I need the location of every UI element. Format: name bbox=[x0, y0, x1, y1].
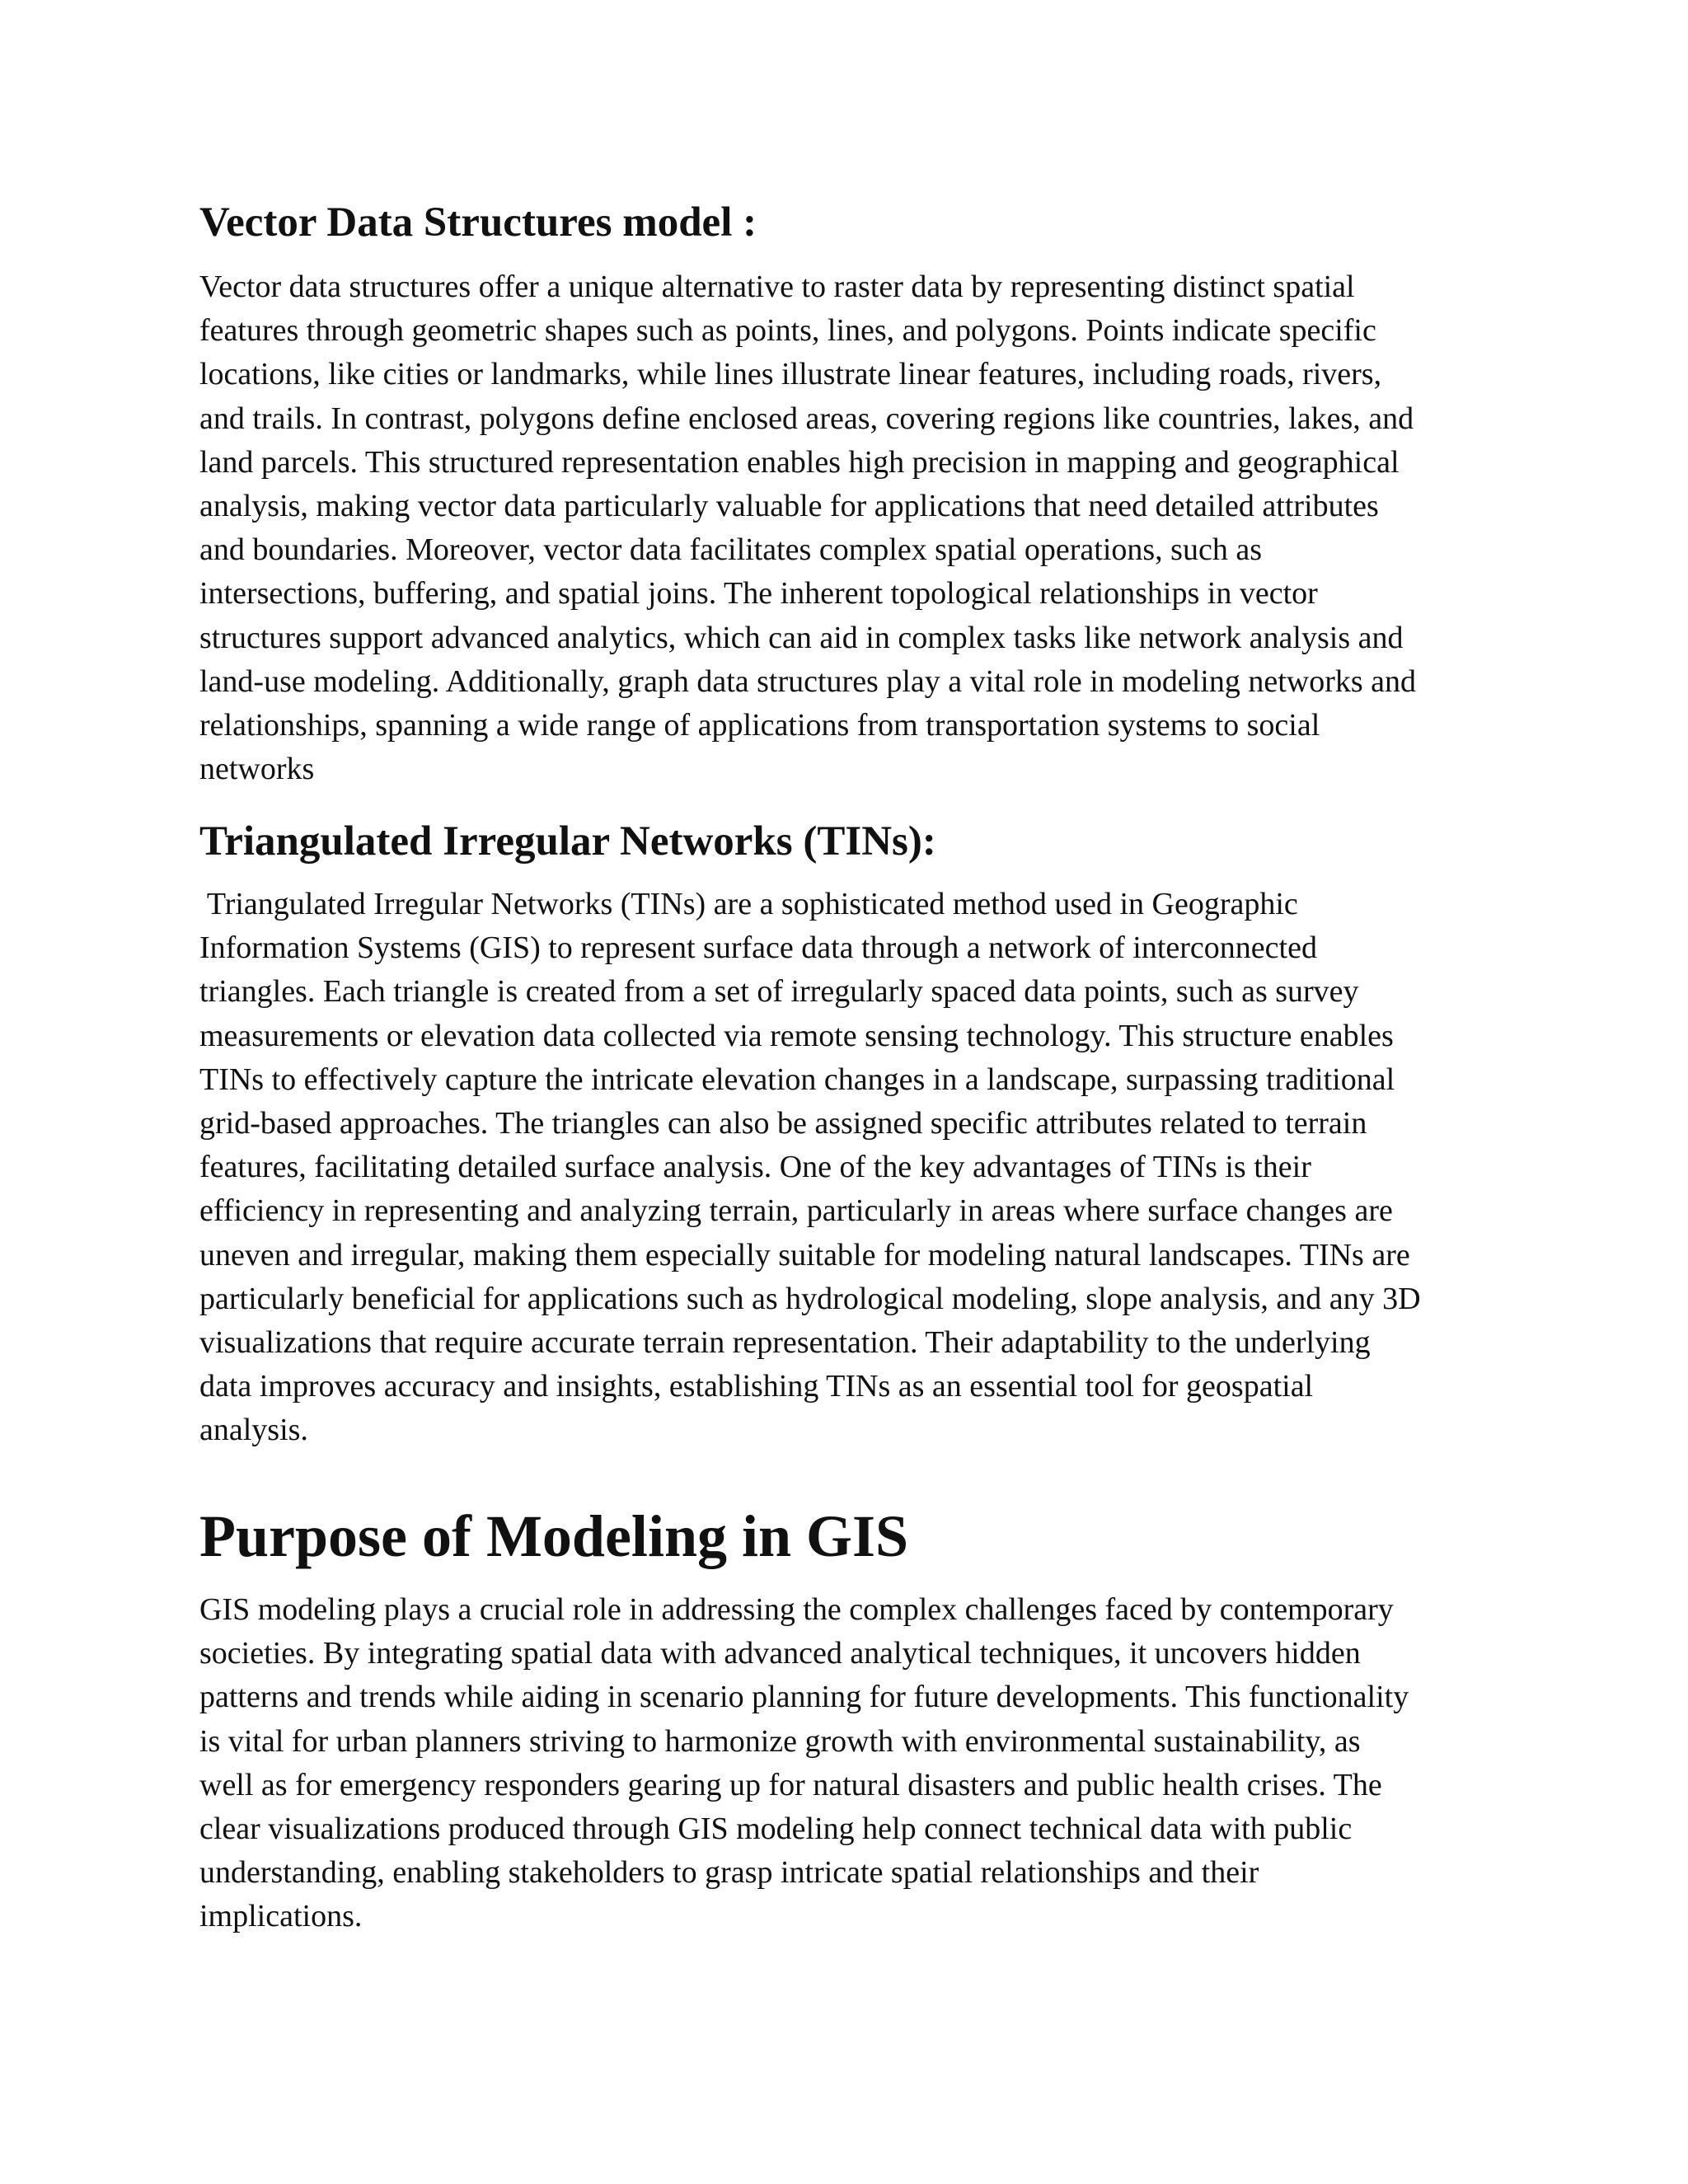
text-line: Vector data structures offer a unique alternative to raster data by representing distinct spatial bbox=[199, 269, 1355, 304]
paragraph-tins bbox=[199, 883, 1421, 1453]
text-line: data improves accuracy and insights, establishing TINs as an essential tool for geospatial bbox=[199, 1369, 1314, 1404]
text-line: and trails. In contrast, polygons define enclosed areas, covering regions like countries, lakes, and bbox=[199, 401, 1414, 436]
text-line: societies. By integrating spatial data with advanced analytical techniques, it uncovers hidden bbox=[199, 1636, 1361, 1671]
text-line: land parcels. This structured representation enables high precision in mapping and geographical bbox=[199, 444, 1400, 480]
text-line: efficiency in representing and analyzing terrain, particularly in areas where surface changes are bbox=[199, 1193, 1393, 1229]
section-heading-vector-data-structures: Vector Data Structures model : bbox=[199, 199, 757, 246]
paragraph-purpose-of-modeling bbox=[199, 1588, 1409, 1939]
text-line: land-use modeling. Additionally, graph data structures play a vital role in modeling networks and bbox=[199, 663, 1417, 699]
text-line: is vital for urban planners striving to harmonize growth with environmental sustainability, as bbox=[199, 1723, 1361, 1759]
text-line: grid-based approaches. The triangles can also be assigned specific attributes related to terrain bbox=[199, 1106, 1367, 1141]
text-line: particularly beneficial for applications such as hydrological modeling, slope analysis, and any 3D bbox=[199, 1281, 1421, 1316]
text-line: measurements or elevation data collected via remote sensing technology. This structure enables bbox=[199, 1018, 1394, 1053]
text-line: GIS modeling plays a crucial role in addressing the complex challenges faced by contemporary bbox=[199, 1592, 1394, 1627]
text-line: intersections, buffering, and spatial joins. The inherent topological relationships in vector bbox=[199, 576, 1318, 612]
text-line: structures support advanced analytics, which can aid in complex tasks like network analysis and bbox=[199, 620, 1404, 655]
section-heading-tins: Triangulated Irregular Networks (TINs): bbox=[199, 818, 936, 865]
text-line: relationships, spanning a wide range of applications from transportation systems to social bbox=[199, 708, 1320, 743]
text-line: features through geometric shapes such as points, lines, and polygons. Points indicate specific bbox=[199, 313, 1376, 349]
text-line: visualizations that require accurate terrain representation. Their adaptability to the underlying bbox=[199, 1325, 1371, 1361]
text-line: TINs to effectively capture the intricate elevation changes in a landscape, surpassing traditional bbox=[199, 1062, 1395, 1097]
text-line: implications. bbox=[199, 1899, 363, 1934]
text-line: and boundaries. Moreover, vector data facilitates complex spatial operations, such as bbox=[199, 532, 1262, 568]
text-line: clear visualizations produced through GIS modeling help connect technical data with public bbox=[199, 1811, 1353, 1847]
text-line: analysis, making vector data particularly valuable for applications that need detailed attributes bbox=[199, 489, 1379, 524]
text-line: features, facilitating detailed surface analysis. One of the key advantages of TINs is their bbox=[199, 1150, 1311, 1185]
text-line: Information Systems (GIS) to represent surface data through a network of interconnected bbox=[199, 930, 1317, 966]
text-line: triangles. Each triangle is created from a set of irregularly spaced data points, such as survey bbox=[199, 974, 1359, 1010]
text-line: Triangulated Irregular Networks (TINs) are a sophisticated method used in Geographic bbox=[199, 887, 1298, 921]
text-line: understanding, enabling stakeholders to grasp intricate spatial relationships and their bbox=[199, 1855, 1259, 1891]
text-line: uneven and irregular, making them especially suitable for modeling natural landscapes. TINs are bbox=[199, 1237, 1410, 1272]
text-line: patterns and trends while aiding in scenario planning for future developments. This functionality bbox=[199, 1680, 1409, 1715]
text-line: analysis. bbox=[199, 1413, 308, 1448]
paragraph-vector-data-structures bbox=[199, 265, 1416, 791]
text-line: well as for emergency responders gearing up for natural disasters and public health crises. The bbox=[199, 1767, 1382, 1802]
text-line: networks bbox=[199, 752, 315, 787]
section-heading-purpose-of-modeling: Purpose of Modeling in GIS bbox=[199, 1503, 909, 1569]
text-line: locations, like cities or landmarks, while lines illustrate linear features, including roads, rivers, bbox=[199, 357, 1382, 392]
